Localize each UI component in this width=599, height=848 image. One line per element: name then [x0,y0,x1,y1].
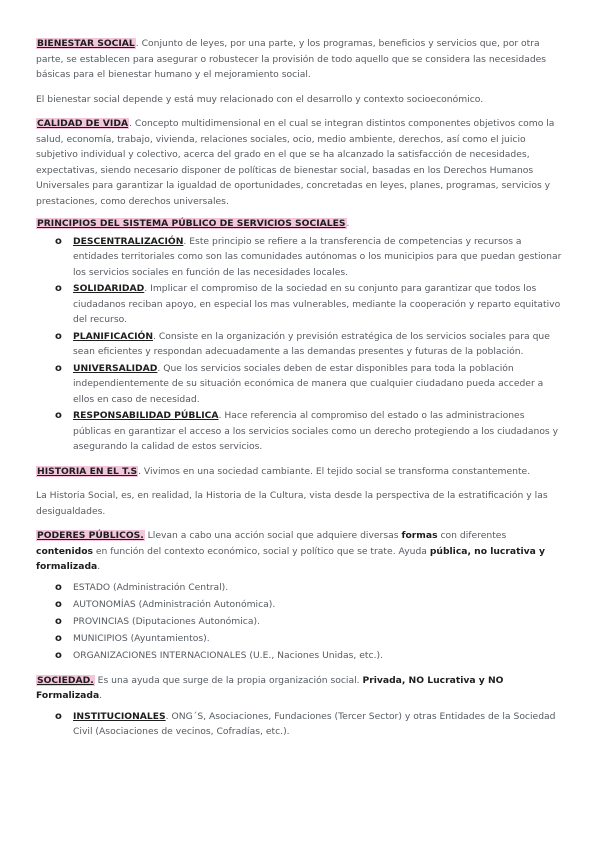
historia-note: La Historia Social, es, en realidad, la Historia de la Cultura, vista desde la perspectiva de la estratificación y las desigualdades. [36,490,548,517]
poderes-text-3: en función del contexto económico, social y político que se trate. Ayuda [92,545,430,557]
list-item [36,234,563,281]
principio-text: . Que los servicios sociales deben de estar disponibles para toda la población independientemente de su situación económica de manera que cualquier ciudadano pueda acceder a ellos en caso de necesidad. [73,362,544,405]
bienestar-definition: . Conjunto de leyes, por una parte, y los programas, beneficios y servicios que, por otra parte, se establecen para asegurar o robustecer la provisión de todo aquello que se considera las necesidades básicas para el bienestar humano y el mejoramiento social. [36,38,547,80]
sociedad-list [36,709,563,740]
poderes-bold-ayuda: pública, no lucrativa y formalizada [36,545,546,572]
principios-heading: PRINCIPIOS DEL SISTEMA PÚBLICO DE SERVICIOS SOCIALES [37,218,346,229]
poderes-list [36,580,563,664]
sociedad-bold: Privada, NO Lucrativa y NO Formalizada [36,674,504,701]
calidad-definition: . Concepto multidimensional en el cual se integran distintos componentes objetivos como la salud, economía, trabajo, vivienda, relaciones sociales, ocio, medio ambiente, derechos, así como el juicio subjetivo individual y colectivo, acerca del grado en el que se ha alcanzado la satisfacción de necesidades, expectativas, siendo necesario disponer de políticas de bienestar social, basadas en los Derechos Humanos Universales para garantizar la igualdad de oportunidades, concretadas en leyes, planes, programas, servicios y prestaciones, como derechos universales. [36,118,555,207]
principios-heading-suffix: . [346,218,350,229]
principio-term: UNIVERSALIDAD [73,362,158,374]
principio-text: . Hace referencia al compromiso del estado o las administraciones públicas en garantizar el acceso a los servicios sociales como un derecho protegiendo a los ciudadanos y asegurando la calidad de estos servicios. [73,410,559,452]
calidad-term: CALIDAD DE VIDA [37,118,129,129]
principio-term: RESPONSABILIDAD PÚBLICA [73,410,219,421]
list-item [36,281,563,328]
list-item [36,709,563,740]
historia-term: HISTORIA EN EL T.S [37,465,138,477]
poderes-text-1: Llevan a cabo una acción social que adquiere diversas [144,530,402,541]
sociedad-paragraph [36,673,563,704]
list-item: o AUTONOMÍAS (Administración Autonómica). [36,597,563,613]
sociedad-suffix: . [99,690,103,701]
principio-term: DESCENTRALIZACIÓN [73,235,184,247]
bienestar-paragraph [36,36,563,83]
list-item: o ORGANIZACIONES INTERNACIONALES (U.E., Naciones Unidas, etc.). [36,648,563,664]
list-item [36,329,563,360]
list-item: o PROVINCIAS (Diputaciones Autonómica). [36,614,563,630]
list-item [36,361,563,408]
principio-term: PLANIFICACIÓN [73,330,154,342]
principio-text: . Este principio se refiere a la transferencia de competencias y recursos a entidades territoriales como son las comunidades autónomas o los municipios para que puedan gestionar los servicios sociales en función de las necesidades locales. [73,235,562,278]
poderes-bold-formas: formas [401,530,438,541]
sociedad-item-term: INSTITUCIONALES [73,710,166,722]
poderes-text-2: con diferentes [437,530,507,541]
principios-list [36,234,563,455]
sociedad-item-text: . ONG´S, Asociaciones, Fundaciones (Tercer Sector) y otras Entidades de la Sociedad Civil (Asociaciones de vecinos, Cofradías, etc.). [73,710,556,737]
principio-term: SOLIDARIDAD [73,283,145,294]
bienestar-note: El bienestar social depende y está muy relacionado con el desarrollo y contexto socioeconómico. [36,93,484,105]
list-item: o MUNICIPIOS (Ayuntamientos). [36,631,563,647]
principio-text: . Implicar el compromiso de la sociedad en su conjunto para garantizar que todos los ciudadanos reciban apoyo, en especial los mas vulnerables, mediante la cooperación y reparto equitativo del recurso. [73,283,561,325]
poderes-text-4: . [97,561,101,572]
sociedad-text: Es una ayuda que surge de la propia organización social. [94,674,363,686]
bienestar-term: BIENESTAR SOCIAL [37,38,135,49]
sociedad-term: SOCIEDAD. [37,674,94,686]
poderes-term: PODERES PÚBLICOS. [37,530,144,541]
historia-definition: . Vivimos en una sociedad cambiante. El tejido social se transforma constantemente. [138,465,531,477]
calidad-paragraph [36,116,563,209]
list-item: o ESTADO (Administración Central). [36,580,563,596]
principios-heading-line [36,216,563,232]
historia-paragraph [36,464,563,480]
list-item [36,408,563,455]
poderes-bold-contenidos: contenidos [36,545,93,557]
poderes-paragraph [36,528,563,575]
principio-text: . Consiste en la organización y previsión estratégica de los servicios sociales para que sean eficientes y respondan adecuadamente a las demandas presentes y futuras de la población. [73,330,550,357]
